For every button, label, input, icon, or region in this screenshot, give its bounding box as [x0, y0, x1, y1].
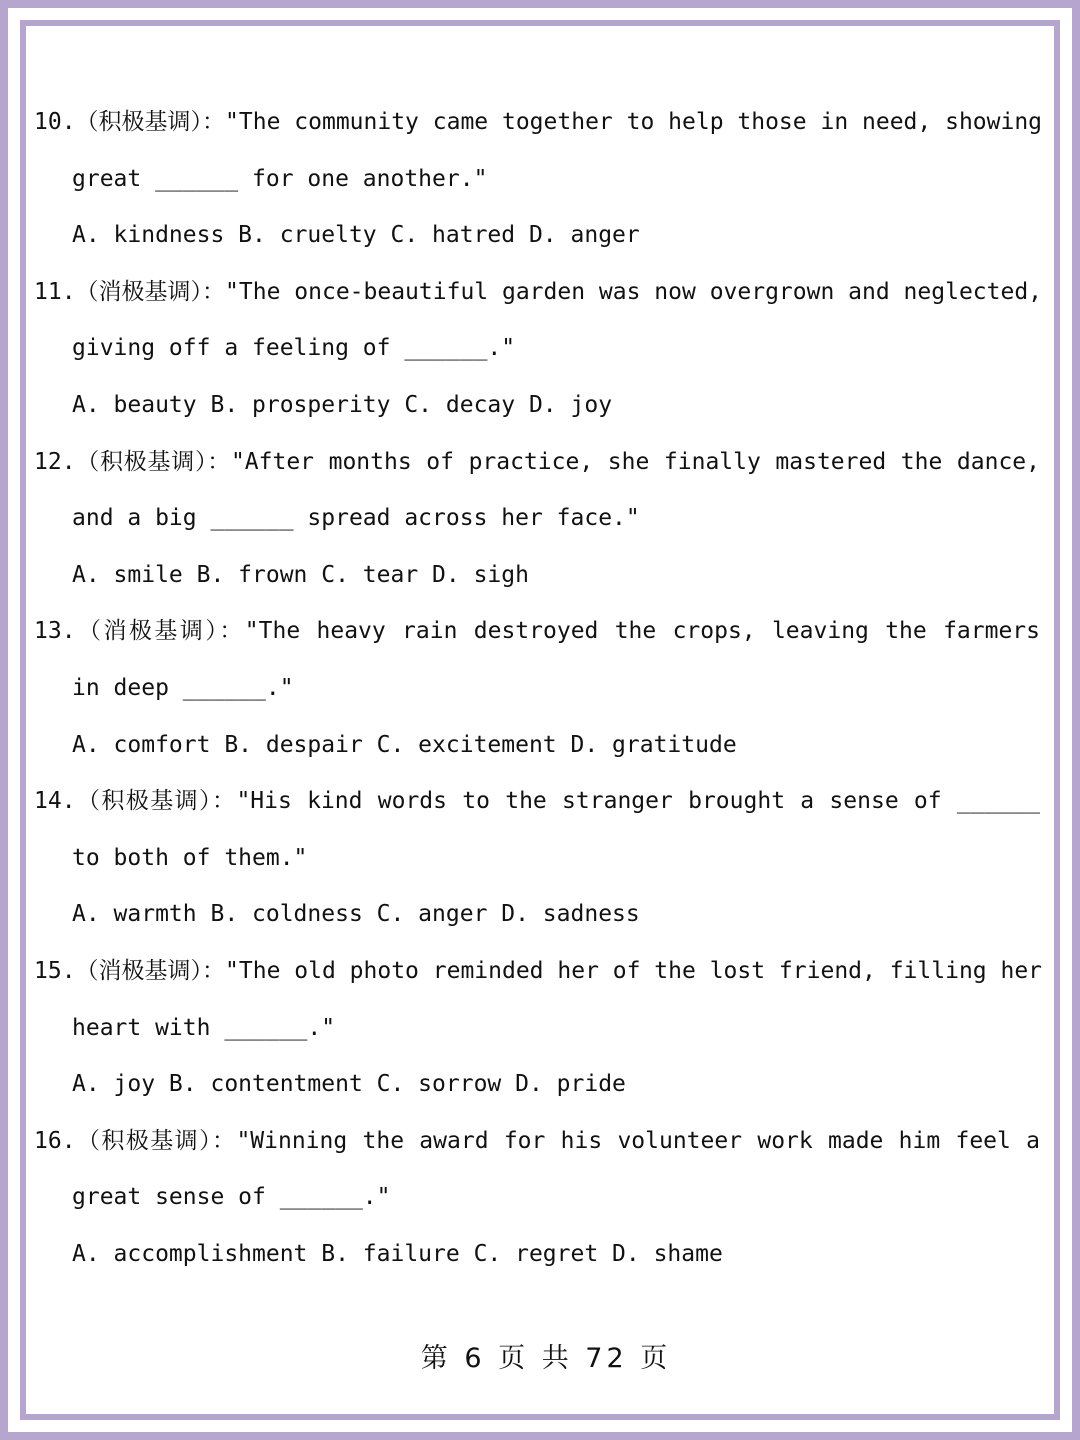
- question-stem: 10.（积极基调）："The community came together to help those in need, showing: [34, 109, 1043, 135]
- question-stem-continued: to both of them.": [72, 844, 308, 871]
- question-stem: 14.（积极基调）："His kind words to the stranger brought a sense of ______: [34, 788, 1040, 815]
- question-stem: 15.（消极基调）："The old photo reminded her of the lost friend, filling her: [34, 957, 1043, 984]
- question-options: A. warmth B. coldness C. anger D. sadness: [72, 901, 640, 928]
- question-options: A. comfort B. despair C. excitement D. gratitude: [72, 731, 737, 758]
- question-10: [34, 94, 1044, 264]
- question-stem-continued: heart with ______.": [72, 1014, 336, 1041]
- question-13: [34, 603, 1044, 773]
- page-number: 第 6 页 共 72 页: [420, 1343, 672, 1374]
- question-stem-continued: and a big ______ spread across her face.": [72, 505, 640, 532]
- question-options: A. beauty B. prosperity C. decay D. joy: [72, 391, 613, 418]
- question-16: [34, 1113, 1044, 1283]
- question-list: [34, 94, 1044, 1282]
- question-options: A. smile B. frown C. tear D. sigh: [72, 561, 529, 588]
- question-11: [34, 264, 1044, 434]
- question-12: [34, 434, 1044, 604]
- question-stem-continued: in deep ______.": [72, 674, 294, 701]
- page-border: [20, 20, 1060, 1420]
- page-frame: [8, 8, 1072, 1432]
- question-stem: 12.（积极基调）："After months of practice, she finally mastered the dance,: [34, 448, 1040, 475]
- question-stem: 11.（消极基调）："The once-beautiful garden was now overgrown and neglected,: [34, 278, 1043, 305]
- question-stem-continued: great ______ for one another.": [72, 165, 488, 192]
- question-15: [34, 943, 1044, 1113]
- question-options: A. kindness B. cruelty C. hatred D. anger: [72, 222, 640, 249]
- question-options: A. joy B. contentment C. sorrow D. pride: [72, 1071, 626, 1098]
- question-stem: 16.（积极基调）："Winning the award for his volunteer work made him feel a: [34, 1127, 1040, 1154]
- question-stem-continued: giving off a feeling of ______.": [72, 335, 516, 362]
- question-14: [34, 773, 1044, 943]
- question-stem: 13.（消极基调）："The heavy rain destroyed the crops, leaving the farmers: [34, 618, 1040, 645]
- question-stem-continued: great sense of ______.": [72, 1184, 391, 1211]
- question-options: A. accomplishment B. failure C. regret D. shame: [72, 1240, 723, 1267]
